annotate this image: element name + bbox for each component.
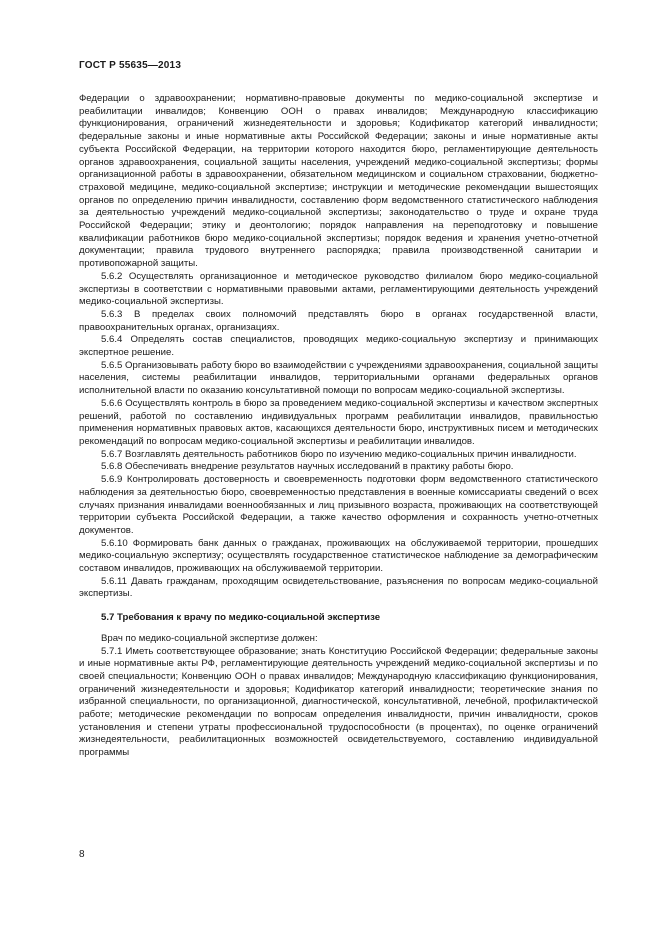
clause-5-6-5: 5.6.5 Организовывать работу бюро во взаимодействии с учреждениями здравоохранения, социальной защиты населения, системы реабилитации инвалидов, территориальными органами федеральных органов исполнительной власти по оказанию консультативной помощи по вопросам медико-социальной экспертизы.	[79, 359, 598, 397]
section-heading-5-7: 5.7 Требования к врачу по медико-социальной экспертизе	[101, 612, 381, 624]
clause-5-6-6: 5.6.6 Осуществлять контроль в бюро за проведением медико-социальной экспертизы и качеством экспертных решений, работой по составлению индивидуальных программ реабилитации инвалидов, правильностью применения нормативных правовых актов, касающихся деятельности бюро, инструктивных писем и методических рекомендаций по вопросам медико-социальной экспертизы и реабилитации инвалидов.	[79, 397, 598, 447]
document-body	[79, 93, 598, 760]
clause-5-6-10: 5.6.10 Формировать банк данных о гражданах, проживающих на обслуживаемой территории, прошедших медико-социальную экспертизу; осуществлять государственное статистическое наблюдение за демографическим составом инвалидов, проживающих на обслуживаемой территории.	[79, 537, 598, 575]
page-number: 8	[79, 849, 85, 860]
paragraph-continuation: Федерации о здравоохранении; нормативно-правовые документы по медико-социальной экспертизе и реабилитации инвалидов; Конвенцию ООН о правах инвалидов; Международную классификацию функционирования, ограничений жизнедеятельности и здоровья; Кодификатор категорий инвалидности; федеральные законы и иные нормативные акты Российской Федерации; законы и иные нормативные акты субъекта Российской Федерации, на территории которого находится бюро, регламентирующие деятельность органов здравоохранения, социальной защиты населения, учреждений медико-социальной экспертизы; формы организационной работы в здравоохранении, обязательном медицинском и социальном страховании, бюджетно-страховой медицине, медико-социальной экспертизе; инструкции и методические рекомендации вышестоящих органов по определению причин инвалидности, составлению форм ведомственного статистического наблюдения за деятельностью учреждений медико-социальной экспертизы; законодательство о труде и охране труда Российской Федерации; этику и деонтологию; порядок направления на переподготовку и повышение квалификации работников бюро медико-социальной экспертизы; порядок ведения и хранения учетно-отчетной документации; правила трудового внутреннего распорядка; правила производственной санитарии и противопожарной защиты.	[79, 93, 598, 270]
clause-5-7-1: 5.7.1 Иметь соответствующее образование; знать Конституцию Российской Федерации; федеральные законы и иные нормативные акты РФ, регламентирующие деятельность учреждений медико-социальной экспертизы и по своей специальности; Конвенцию ООН о правах инвалидов; Международную классификацию функционирования, ограничений жизнедеятельности и здоровья; Кодификатор категорий инвалидности; теоретические знания по избранной специальности, по организационной, диагностической, консультативной, лечебной, профилактической работе; методические рекомендации по вопросам определения инвалидности, причин инвалидности, сроков установления и степени утраты профессиональной трудоспособности (в процентах), по оценке ограничений жизнедеятельности, реабилитационных возможностей освидетельствуемого, составлению индивидуальной программы	[79, 645, 598, 759]
clause-5-6-8: 5.6.8 Обеспечивать внедрение результатов научных исследований в практику работы бюро.	[101, 461, 514, 473]
section-intro: Врач по медико-социальной экспертизе должен:	[101, 632, 318, 644]
clause-5-6-7: 5.6.7 Возглавлять деятельность работников бюро по изучению медико-социальных причин инвалидности.	[101, 448, 577, 460]
clause-5-6-4: 5.6.4 Определять состав специалистов, проводящих медико-социальную экспертизу и принимающих экспертное решение.	[79, 334, 598, 359]
standard-header: ГОСТ Р 55635—2013	[79, 60, 182, 71]
clause-5-6-11: 5.6.11 Давать гражданам, проходящим освидетельствование, разъяснения по вопросам медико-социальной экспертизы.	[79, 575, 598, 600]
clause-5-6-3: 5.6.3 В пределах своих полномочий представлять бюро в органах государственной власти, правоохранительных органах, организациях.	[79, 308, 598, 333]
clause-5-6-2: 5.6.2 Осуществлять организационное и методическое руководство филиалом бюро медико-социальной экспертизы в соответствии с нормативными правовыми актами, регламентирующими деятельность учреждений медико-социальной экспертизы.	[79, 270, 598, 308]
clause-5-6-9: 5.6.9 Контролировать достоверность и своевременность подготовки форм ведомственного статистического наблюдения за деятельностью бюро, своевременностью представления в военные комиссариаты сведений о всех случаях признания инвалидами военнообязанных и лиц призывного возраста, проживающих на соответствующей территории субъекта Российской Федерации, а также качество оформления и сохранность учетно-отчетных документов.	[79, 474, 598, 536]
